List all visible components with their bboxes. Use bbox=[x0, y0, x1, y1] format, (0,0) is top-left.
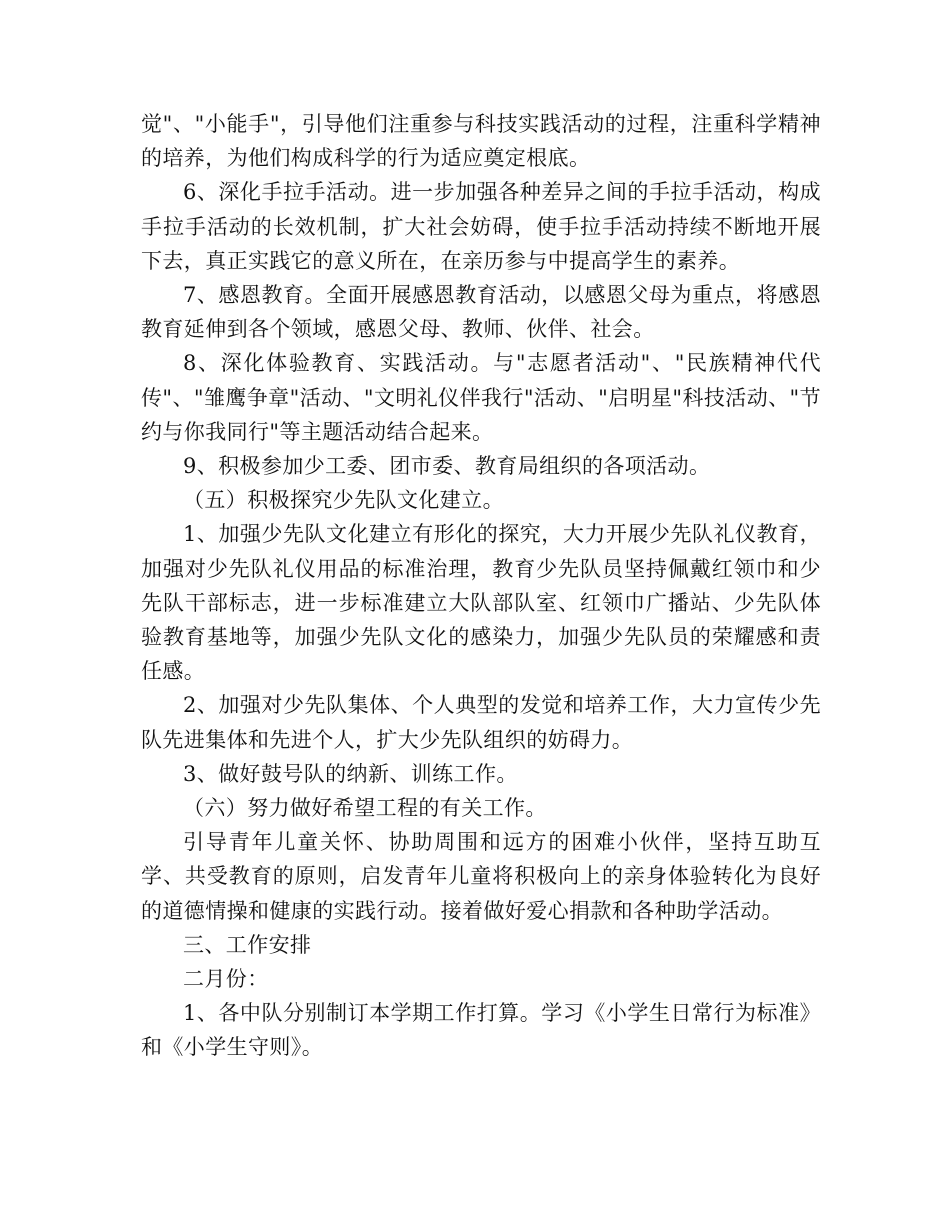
paragraph-11: 引导青年儿童关怀、协助周围和远方的困难小伙伴，坚持互助互学、共受教育的原则，启发青年儿童将积极向上的亲身体验转化为良好的道德情操和健康的实践行动。接着做好爱心捐款和各种助学活动。 bbox=[141, 830, 821, 923]
paragraph-4: 8、深化体验教育、实践活动。与"志愿者活动"、"民族精神代代传"、"雏鹰争章"活动、"文明礼仪伴我行"活动、"启明星"科技活动、"节约与你我同行"等主题活动结合起来。 bbox=[141, 351, 821, 444]
document-body bbox=[141, 107, 821, 1065]
month-heading: 二月份： bbox=[183, 967, 269, 992]
paragraph-1: 觉"、"小能手"，引导他们注重参与科技实践活动的过程，注重科学精神的培养，为他们构成科学的行为适应奠定根底。 bbox=[141, 112, 821, 171]
paragraph-5: 9、积极参加少工委、团市委、教育局组织的各项活动。 bbox=[183, 454, 711, 479]
paragraph-14: 1、各中队分别制订本学期工作打算。学习《小学生日常行为标准》和《小学生守则》。 bbox=[141, 1001, 821, 1060]
section-heading-5: （五）积极探究少先队文化建立。 bbox=[183, 488, 504, 513]
paragraph-3: 7、感恩教育。全面开展感恩教育活动，以感恩父母为重点，将感恩教育延伸到各个领域，感恩父母、教师、伙伴、社会。 bbox=[141, 283, 821, 342]
section-heading-3: 三、工作安排 bbox=[183, 932, 312, 957]
paragraph-8: 2、加强对少先队集体、个人典型的发觉和培养工作，大力宣传少先队先进集体和先进个人，扩大少先队组织的妨碍力。 bbox=[141, 693, 821, 752]
section-heading-6: （六）努力做好希望工程的有关工作。 bbox=[183, 796, 547, 821]
paragraph-9: 3、做好鼓号队的纳新、训练工作。 bbox=[183, 761, 518, 786]
paragraph-2: 6、深化手拉手活动。进一步加强各种差异之间的手拉手活动，构成手拉手活动的长效机制，扩大社会妨碍，使手拉手活动持续不断地开展下去，真正实践它的意义所在，在亲历参与中提高学生的素养。 bbox=[141, 180, 821, 273]
paragraph-7: 1、加强少先队文化建立有形化的探究，大力开展少先队礼仪教育，加强对少先队礼仪用品的标准治理，教育少先队员坚持佩戴红领巾和少先队干部标志，进一步标准建立大队部队室、红领巾广播站、少先队体验教育基地等，加强少先队文化的感染力，加强少先队员的荣耀感和责任感。 bbox=[141, 522, 821, 684]
